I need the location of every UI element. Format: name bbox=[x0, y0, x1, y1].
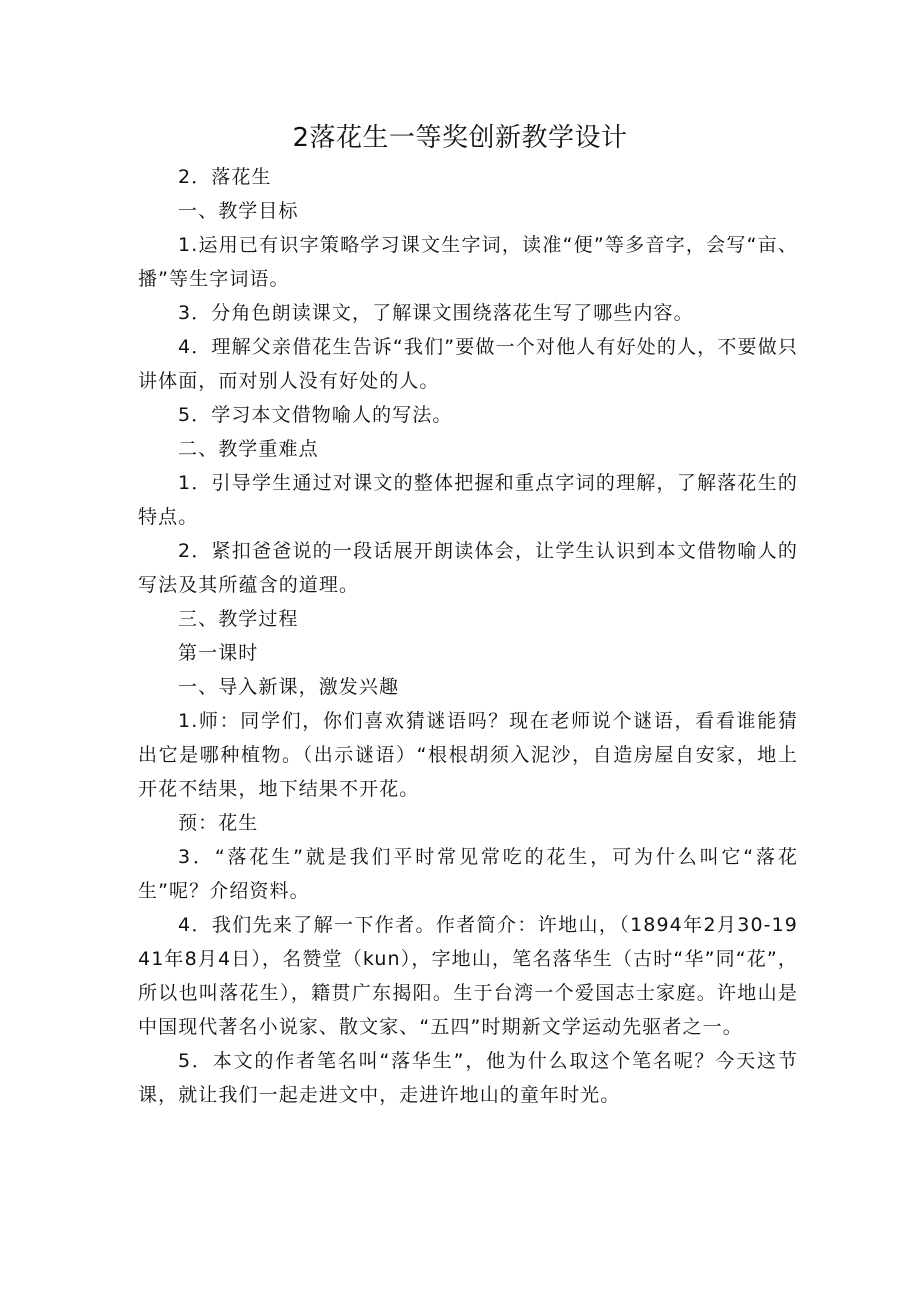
document-body bbox=[138, 160, 798, 1112]
step-paragraph-1: 1.师：同学们，你们喜欢猜谜语吗？现在老师说个谜语，看看谁能猜出它是哪种植物。（出示谜语）“根根胡须入泥沙，自造房屋自安家，地上开花不结果，地下结果不开花。 bbox=[138, 710, 798, 800]
goal-item-5: 5．学习本文借物喻人的写法。 bbox=[178, 404, 453, 426]
document-title: 2落花生一等奖创新教学设计 bbox=[292, 123, 628, 153]
section-heading-key-points: 二、教学重难点 bbox=[178, 438, 319, 460]
step-paragraph-3: 3．“落花生”就是我们平时常见常吃的花生，可为什么叫它“落花生”呢？介绍资料。 bbox=[138, 846, 798, 902]
section-heading-goals: 一、教学目标 bbox=[178, 200, 299, 222]
step-answer: 预：花生 bbox=[178, 812, 259, 834]
key-point-1: 1．引导学生通过对课文的整体把握和重点字词的理解，了解落花生的特点。 bbox=[138, 472, 798, 528]
section-lesson-name: 2．落花生 bbox=[178, 166, 272, 188]
goal-item-4: 4．理解父亲借花生告诉“我们”要做一个对他人有好处的人，不要做只讲体面，而对别人没有好处的人。 bbox=[138, 336, 798, 392]
step-heading-intro: 一、导入新课，激发兴趣 bbox=[178, 676, 400, 698]
step-paragraph-4: 4．我们先来了解一下作者。作者简介：许地山，（1894年2月30-1941年8月4日），名赞堂（kun），字地山，笔名落华生（古时“华”同“花”，所以也叫落花生），籍贯广东揭阳。生于台湾一个爱国志士家庭。许地山是中国现代著名小说家、散文家、“五四”时期新文学运动先驱者之一。 bbox=[138, 914, 798, 1038]
key-point-2: 2．紧扣爸爸说的一段话展开朗读体会，让学生认识到本文借物喻人的写法及其所蕴含的道理。 bbox=[138, 540, 798, 596]
step-paragraph-5: 5．本文的作者笔名叫“落华生”，他为什么取这个笔名呢？今天这节课，就让我们一起走进文中，走进许地山的童年时光。 bbox=[138, 1050, 798, 1106]
section-heading-process: 三、教学过程 bbox=[178, 608, 299, 630]
goal-item-3: 3．分角色朗读课文，了解课文围绕落花生写了哪些内容。 bbox=[178, 302, 694, 324]
goal-item-1: 1.运用已有识字策略学习课文生字词，读准“便”等多音字，会写“亩、播”等生字词语。 bbox=[138, 234, 798, 290]
lesson-period-heading: 第一课时 bbox=[178, 642, 259, 664]
